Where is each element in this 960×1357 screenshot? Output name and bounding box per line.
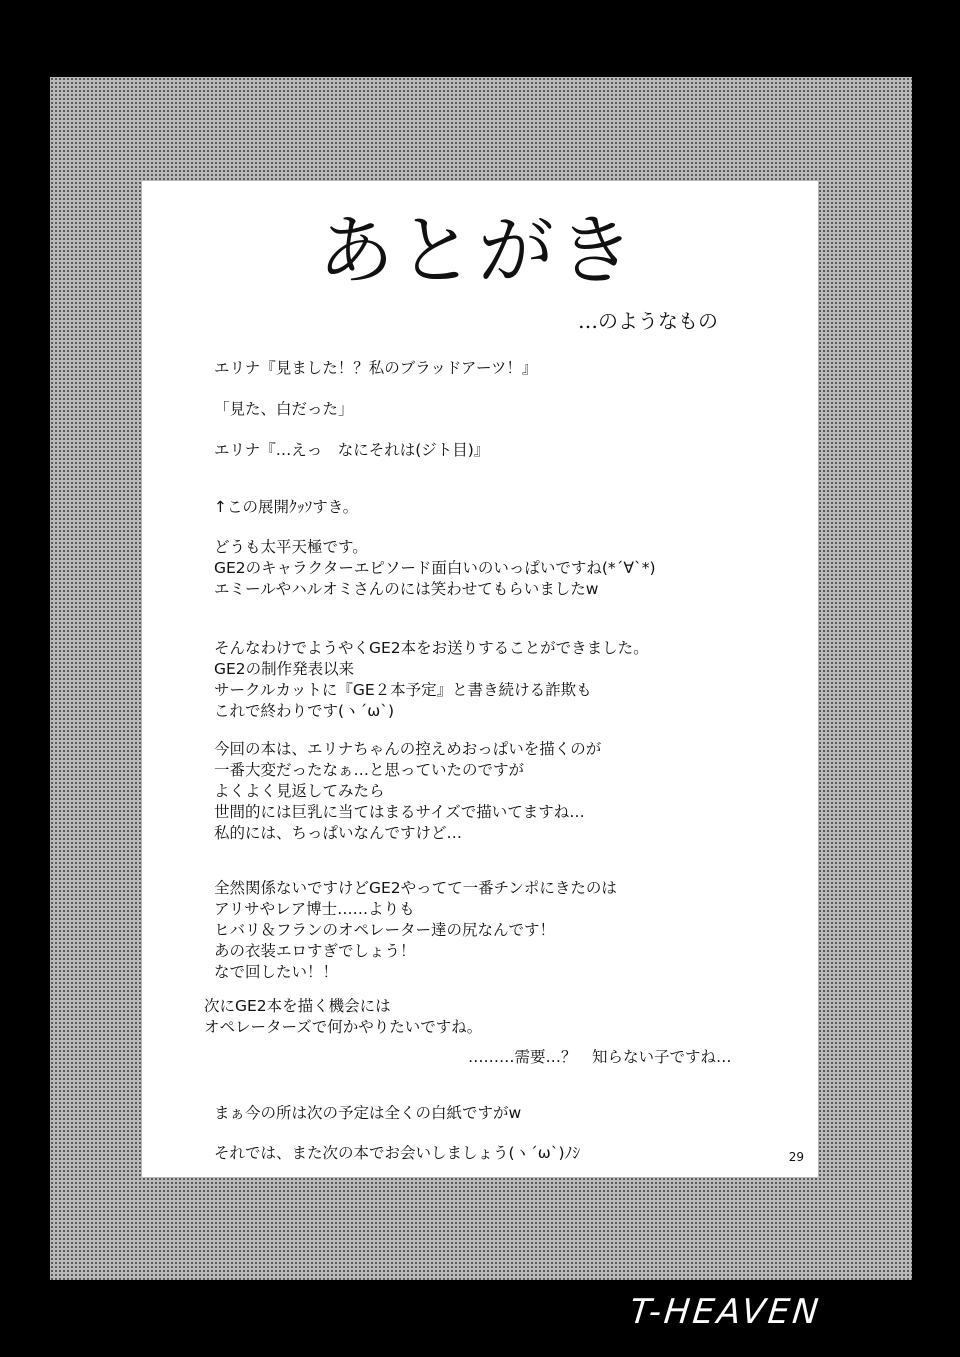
text-line: なで回したい！！ [214, 963, 339, 981]
text-line: それでは、また次の本でお会いしましょう(ヽ´ω`)ﾉｼ [214, 1144, 581, 1162]
text-line: 次にGE2本を描く機会には [204, 997, 391, 1015]
text-line: そんなわけでようやくGE2本をお送りすることができました。 [214, 639, 649, 657]
text-line: サークルカットに『GE２本予定』と書き続ける詐欺も [214, 681, 592, 699]
page-title: あとがき [318, 206, 638, 295]
text-line: 「見た、白だった」 [214, 400, 354, 418]
page-number: 29 [788, 1150, 804, 1164]
text-line: 私的には、ちっぱいなんですけど… [214, 824, 463, 842]
afterword-page [142, 181, 818, 1177]
text-line: エミールやハルオミさんのには笑わせてもらいましたw [214, 580, 599, 598]
text-line: 今回の本は、エリナちゃんの控えめおっぱいを描くのが [214, 740, 602, 758]
text-line: GE2のキャラクターエピソード面白いのいっぱいですね(*´∀`*) [214, 559, 656, 577]
text-line: 世間的には巨乳に当てはまるサイズで描いてますね… [214, 803, 585, 821]
text-line: これで終わりです(ヽ´ω`) [214, 702, 395, 720]
text-line: エリナ『…えっ なにそれは(ジト目)』 [214, 441, 490, 459]
text-line: ………需要…？ 知らない子ですね… [468, 1048, 732, 1066]
text-line: 一番大変だったなぁ…と思っていたのですが [214, 761, 525, 779]
text-line: オペレーターズで何かやりたいですね。 [204, 1018, 483, 1036]
page-subtitle: …のようなもの [578, 309, 718, 333]
text-line: ↑この展開ｸｯｿすき。 [214, 498, 359, 516]
text-line: よくよく見返してみたら [214, 782, 385, 800]
text-line: GE2の制作発表以来 [214, 660, 355, 678]
text-line: どうも太平天極です。 [214, 538, 368, 556]
text-line: 全然関係ないですけどGE2やってて一番チンポにきたのは [214, 879, 617, 897]
brand-signature: T-HEAVEN [627, 1292, 824, 1332]
text-line: あの衣装エロすぎでしょう！ [214, 942, 416, 960]
text-line: エリナ『見ました！？私のブラッドアーツ！』 [214, 359, 538, 377]
text-line: まぁ今の所は次の予定は全くの白紙ですがw [214, 1104, 522, 1122]
text-line: ヒバリ＆フランのオペレーター達の尻なんです！ [214, 921, 556, 939]
text-line: アリサやレア博士……よりも [214, 900, 415, 918]
